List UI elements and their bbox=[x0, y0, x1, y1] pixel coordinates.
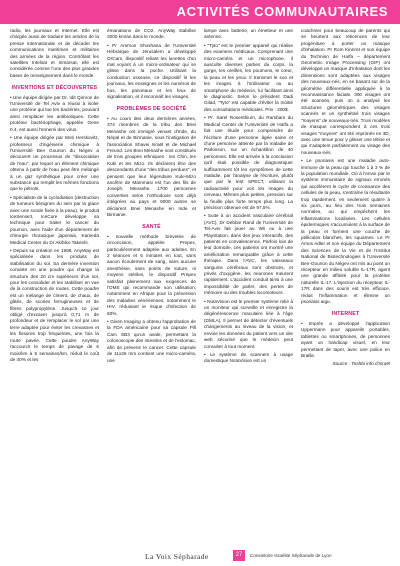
article-columns bbox=[10, 28, 390, 544]
paragraph: • Pr Ammon Shoshana de l'Université Hébraïque de Jérusalem a développé OrCam, dispositif reliant les lunettes d'un mal voyant à un micro-ordinateur qui se glisse dans la poche. Utilisant la conduction osseuse, ce dispositif lit les journaux, les enseignes et les numéros de bus, les panneaux et les feux de signalisation, et il reconnaît les visages. bbox=[107, 42, 196, 100]
paragraph: • Depuis sa création en 1998, AnyWay est spécialisée dans les produits de stabilisation du sol. Sa dernière invention consiste en une poudre qui change la structure des 20 cm supérieurs d'un sol, pour les consolider et les stabiliser en vue de la construction de routes. Cette poudre est un mélange de ciment, de chaux, de gâtés, de scories ferrugineuses et de fibres polypropylène. Jusqu'à ce jour obligé d'excaver jusqu'à 0,71 m de profondeur et de remplacer le sol par une terre adaptée pour éviter les crevasses et les fissures trop fréquentes, une fois la route pavée. Cette poudre AnyWay raccourcit le temps de pavage de 6 mois/km à 5 semaines/km, réduit le coût de 40% et les bbox=[10, 248, 99, 362]
paragraph: • nouvelle méthode brevetée de circoncision, appelée Prepex, particulièrement adaptée aux adultes. En 2 séances et 5 minutes en tout, sans aucun écoulement de sang, sans aucune anesthésie, sans points de suture, ni moyens stériles, le dispositif Prepex satisfait pleinement aux exigences de l'OMS qui recommande son utilisation, notamment en Afrique pour la prévention des maladies vénériennes, notamment le HIV, réduisant le risque d'infection de 60%. bbox=[107, 233, 196, 316]
paragraph: • Une équipe dirigée par Moti Herskovitz, professeur d'ingénierie chimique à l'Université Ben Gourion du Négev a découvert un processus de "dissociation de l'eau", par lequel un élément chimique obtenu à partir de l'eau peut être mélangé à un gaz synthétique pour créer une substance qui remplit les mêmes fonctions que le pétrole. bbox=[10, 135, 99, 192]
section-title: ACTIVITÉS COMMUNAUTAIRES bbox=[176, 4, 388, 19]
paragraph: • Suite à un accident vasculaire cérébral (AVC), Dr Debbie Rand de l'Université de Tel-Aviv fait jouer au Wii ou à une PlayStation, dans des jeux interactifs, des patients en convalescence. Parfois loin de leur domicile, ces patients ont montré une amélioration remarquable grâce à cette thérapie. Dans l'AVC, les vaisseaux sanguins cérébraux sont obstrués, et privés d'oxygène, les neurones meurent rapidement. L'accident conduit ainsi à une impossibilité de parler, des pertes de mémoire ou des troubles locomoteurs. bbox=[204, 213, 293, 296]
section-header-band bbox=[0, 0, 400, 24]
paragraph: • Given Imaging a obtenu l'approbation de la FDA américaine pour sa capsule Pill Cam SB3 qu'un avale, permettant la colonoscopie des intestins et de l'estomac, afin de prévenir le cancer. Cette capsule de 11x26 mm contient une micro-caméra, une bbox=[107, 319, 196, 363]
page-footer bbox=[0, 546, 400, 566]
section-heading: INTERNET bbox=[331, 311, 360, 318]
paragraph: lampe avec batterie, un émetteur et une antenne. bbox=[204, 28, 293, 40]
page-number: 27 bbox=[233, 550, 245, 561]
paragraph: • Spécialiste de la cyclodiation (destruction de tumeurs bénignes du sein par la glace avec une sonde fixée à la peau), le produit IceSense3, IceCure développe sa technique pour traiter le cancer du poumon, avec l'aide d'un département de chirurgie thoracique japonais, Kameda Medical Center du Dr Akihiko Takeshi. bbox=[10, 194, 99, 245]
section-heading: INVENTIONS ET DÉCOUVERTES bbox=[11, 85, 98, 92]
publication-name: La Voix Sépharade bbox=[145, 552, 209, 561]
paragraph: • Le psoriasis est une maladie auto-immune de la peau qui touche 1 à 3 % de la population mondiale. Où à l'envoi par le système immunitaire de signaux erronés qui accélèrent le cycle de croissance des cellules de la peau, s'entraîne la résultante trop rapidement, en seulement quatre à six jours, au lieu des trois semaines normales, ou qui empêchent les inflammations localisées. Les cellules épidermiques s'accumulent à la surface de la peau et forment une couche de pellicules blanches, les squames. Le Pr Amos Adler et son équipe du Département des Sciences de la Vie et de l'Institut National de Biotechnologies à l'Université Ben-Gourion du Négev ont mis au point un récepteur en milieu soluble IL-17R, agent une grande affinité pour la protéine naturelle IL-17. L'injection du récepteur IL-17R dans des souris est très efficace, réduit l'inflammation et élimine un psoriasis aigu. bbox=[301, 158, 390, 305]
column-3 bbox=[204, 28, 293, 544]
paragraph: • Imprès a développé l'application Uppermann pour appareils portables, tablettes ou smartphones, de personnes ayant un handicap visuel, en leur permettant de taper, avec une police en Braille. bbox=[301, 320, 390, 358]
paragraph: • "Tyto" est le premier appareil qui réalise des examens médicaux. Comprenant une micro-caméra et un microphone, il ausculte diverses parties du corps, la gorge, les oreilles, les poumons, le cœur, la peau et les yeux. Il transmet le son et les images à l'ordinateur ou au smartphone du médecin, lui facilitant ainsi le diagnostic. Selon le président Dadi Gilad, "Tyto" est capable d'éviter la moitié des consultations médicales. Prix : 200$. bbox=[204, 42, 293, 112]
section-heading: PROBLÈMES DE SOCIÉTÉ bbox=[116, 106, 187, 113]
column-4 bbox=[301, 28, 390, 544]
column-2 bbox=[107, 28, 196, 544]
column-1 bbox=[10, 28, 99, 544]
association-name: Consistoire Israélite Sépharade de Lyon bbox=[250, 553, 332, 558]
paragraph: émanations de CO2. AnyWay stabilise 3000 km/an dans le monde. bbox=[107, 28, 196, 40]
paragraph: • Une équipe dirigée par Dr. Idit Qimron de l'Université de Tel Aviv a réussi à isoler une protéine qui tue les bactéries, pouvant ainsi remplacer les antibiotiques. Cette protéine bactériophage, appelée Gene 0.4, est aussi l'ennemi des virus. bbox=[10, 94, 99, 132]
paragraph: • Au cours des deux dernières années, 374 membres de la tribu des Bnei Menashe ont immigré venant d'Inde, du Népal et de Birmanie, sous l'instigation de l'association Shavei Israël et de Michael Freund. Les Bnei Menashe sont constitués de trois groupes ethniques : les Chin, les Kuki et les Mizo. Ils déclarent être des descendants d'une "des tribus perdues", et pensent que leur légendaire Kuki-Mizo ancêtre de Mammasi est l'un des fils de Joseph. Menashe. 1700 personnes converties selon l'orthodoxie sont déjà intégrées au pays et 9000 autres se déclarent Bnei Menashe en Inde et Birmanie. bbox=[107, 115, 196, 217]
paragraph: • Pr. Sarel Rosenthium, du Rambam du Medical Center de l'Université de Haïfa a fait une étude pour comprendre de l'écriture d'une personne âgée saine et d'une personne atteinte par la maladie de Parkinson, sur un échantillon de 40 personnes. Elle est arrivée à la conclusion qu'il était possible de diagnostiquer suffisamment tôt les symptômes de cette maladie, par l'analyse de l'écriture, plutôt que par le test SPECT, utilisant la radioactivité pour voir les images du cerveau. Mêmes plus petites, pression sur la feuille plus forte temps plus long. La précision obtenue est de 97,5%. bbox=[204, 115, 293, 210]
source-credit: Source : Toshbi info d'Israël bbox=[332, 361, 390, 367]
paragraph: • Le système de scanners à usage domestique NotaVision est un bbox=[204, 351, 293, 364]
paragraph: radio, les journaux et Internet. Elle est chargée aussi de traduire les articles de la presse internationale et de décoder les communications maritimes et militaires des armées de la région. Contrôlant les satellites Intelsat et Inmarsat, elle est considérée comme l'une des plus grandes bases de renseignement dans le monde. bbox=[10, 28, 99, 78]
section-heading: SANTÉ bbox=[142, 224, 161, 231]
paragraph: coachmer pour beaucoup de parents qui se heurtent aux réticences de leur progéniture à porter un masque d'inhalation. Pr Rom Kinnret et son équipe du Technion de Haïfa – département Geometric Image Processing (GIP) ont développé un masque d'inhalation dont les dimensions sont adaptées aux visages des nouveaux-nés, en se basant sur de la géométrie différentielle appliquée à la reconnaissance faciale. 300 visages ont été scannés, puis on a analysé les structures géométriques des visages scannés et un synthétisé trois visages "moyens" de nouveaux-nés. Trois modèles de masque correspondent à ces trois visages "moyens" ont été imprimés en 3D, avec une tenue pour y glisser une tétine et qui s'adaptent parfaitement au visage des nouveaux-nés. bbox=[301, 28, 390, 155]
paragraph: • NotaVision est le premier système relié à un moniteur qui surveille et enregistre la dégénérescence maculaire liée à l'âge (DMLA). Il permet de détecter d'éventuels changements au niveau de la vision, et envoie les données du patient vers un site web sécurisé que le médecin peut consulter à tout moment. bbox=[204, 298, 293, 349]
